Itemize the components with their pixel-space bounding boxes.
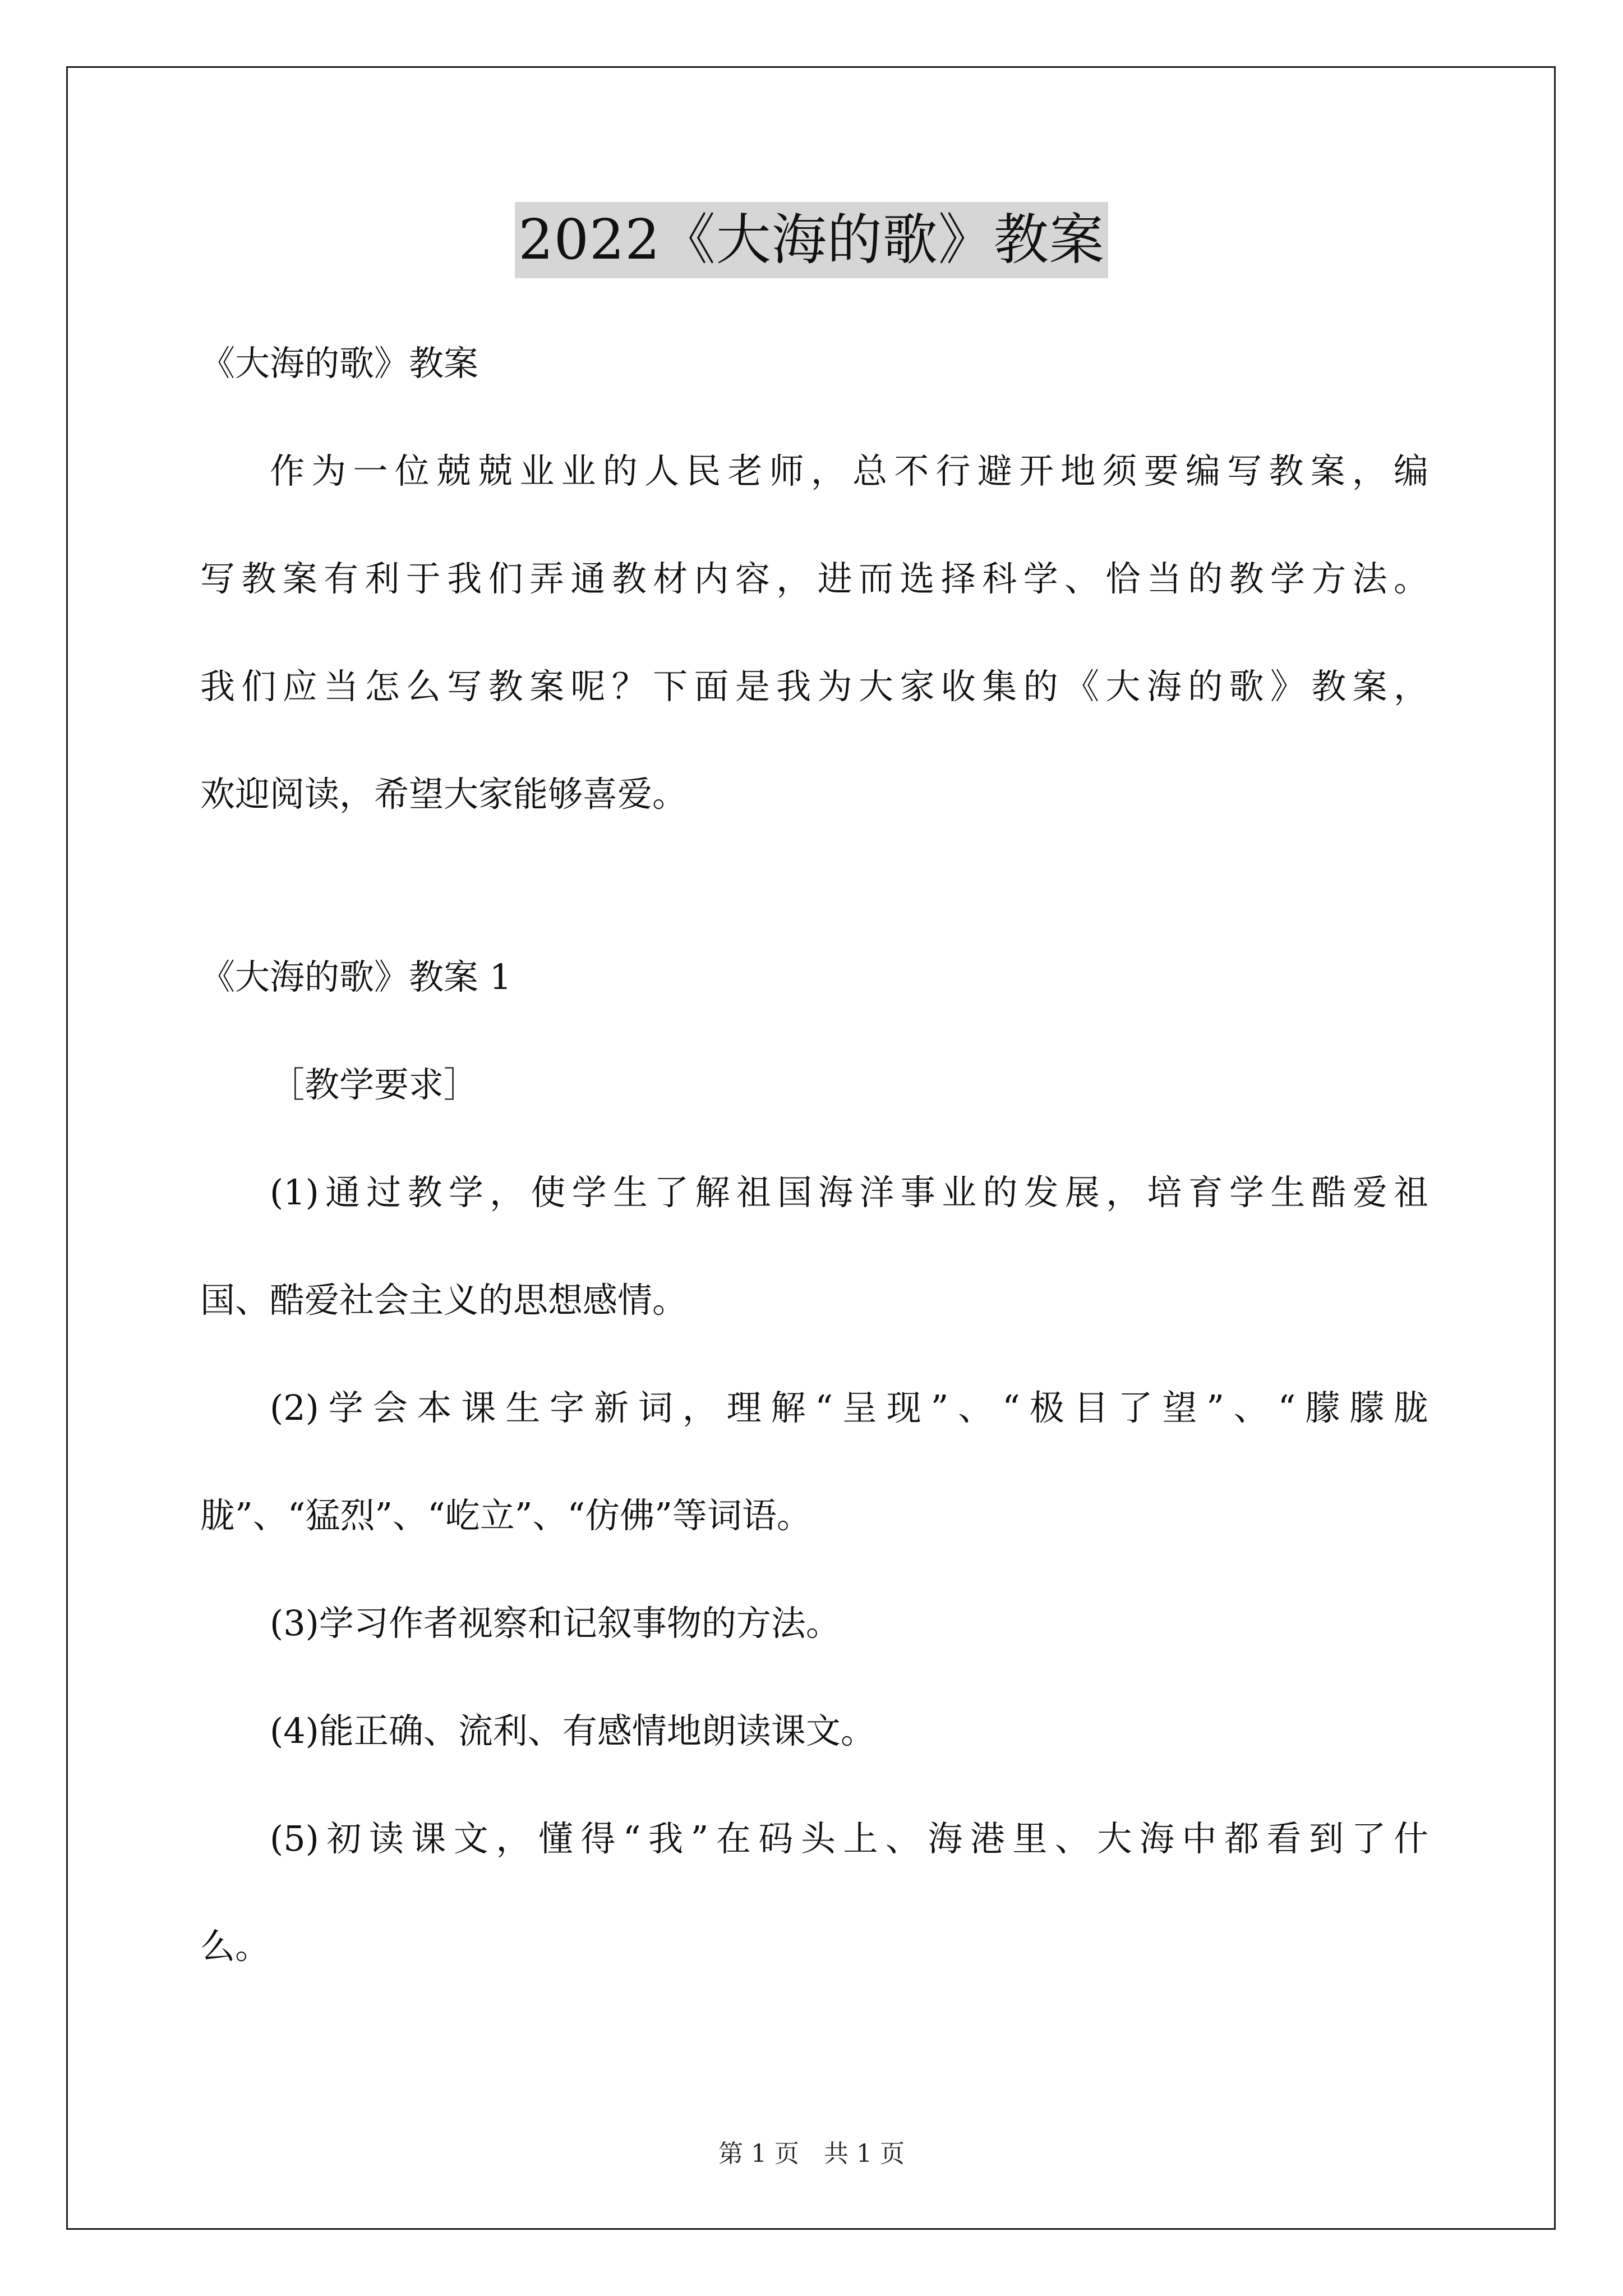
document-subtitle: 《大海的歌》教案 [200,343,479,384]
requirement-line: (1)通过教学，使学生了解祖国海洋事业的发展，培育学生酷爱祖 [270,1172,1428,1213]
requirement-item-4: (4)能正确、流利、有感情地朗读课文。 [270,1710,875,1751]
intro-line: 写教案有利于我们弄通教材内容，进而选择科学、恰当的教学方法。 [200,558,1428,599]
document-title: 2022《大海的歌》教案 [515,202,1108,278]
intro-paragraph [200,444,1428,821]
page-footer: 第 1 页 共 1 页 [718,2139,905,2168]
requirement-line: (5)初读课文，懂得“我”在码头上、海港里、大海中都看到了什 [270,1818,1428,1859]
title-block [0,202,1623,278]
requirement-line: 么。 [200,1926,270,1967]
intro-line: 欢迎阅读，希望大家能够喜爱。 [200,774,688,815]
document-body [200,337,1428,1973]
intro-line: 我们应当怎么写教案呢？下面是我为大家收集的《大海的歌》教案， [200,666,1428,707]
requirement-item-3: (3)学习作者视察和记叙事物的方法。 [270,1603,841,1644]
requirement-line: 胧”、“猛烈”、“屹立”、“仿佛”等词语。 [200,1495,811,1536]
intro-line: 作为一位兢兢业业的人民老师，总不行避开地须要编写教案，编 [270,450,1428,491]
requirement-item-5 [200,1812,1428,1973]
requirement-item-2 [200,1381,1428,1543]
requirement-line: 国、酷爱社会主义的思想感情。 [200,1280,688,1320]
requirement-item-1 [200,1166,1428,1327]
requirement-line: (2)学会本课生字新词，理解“呈现”、“极目了望”、“朦朦胧 [270,1387,1428,1428]
requirements-heading: ［教学要求］ [270,1064,479,1105]
section-heading: 《大海的歌》教案 1 [200,956,512,997]
